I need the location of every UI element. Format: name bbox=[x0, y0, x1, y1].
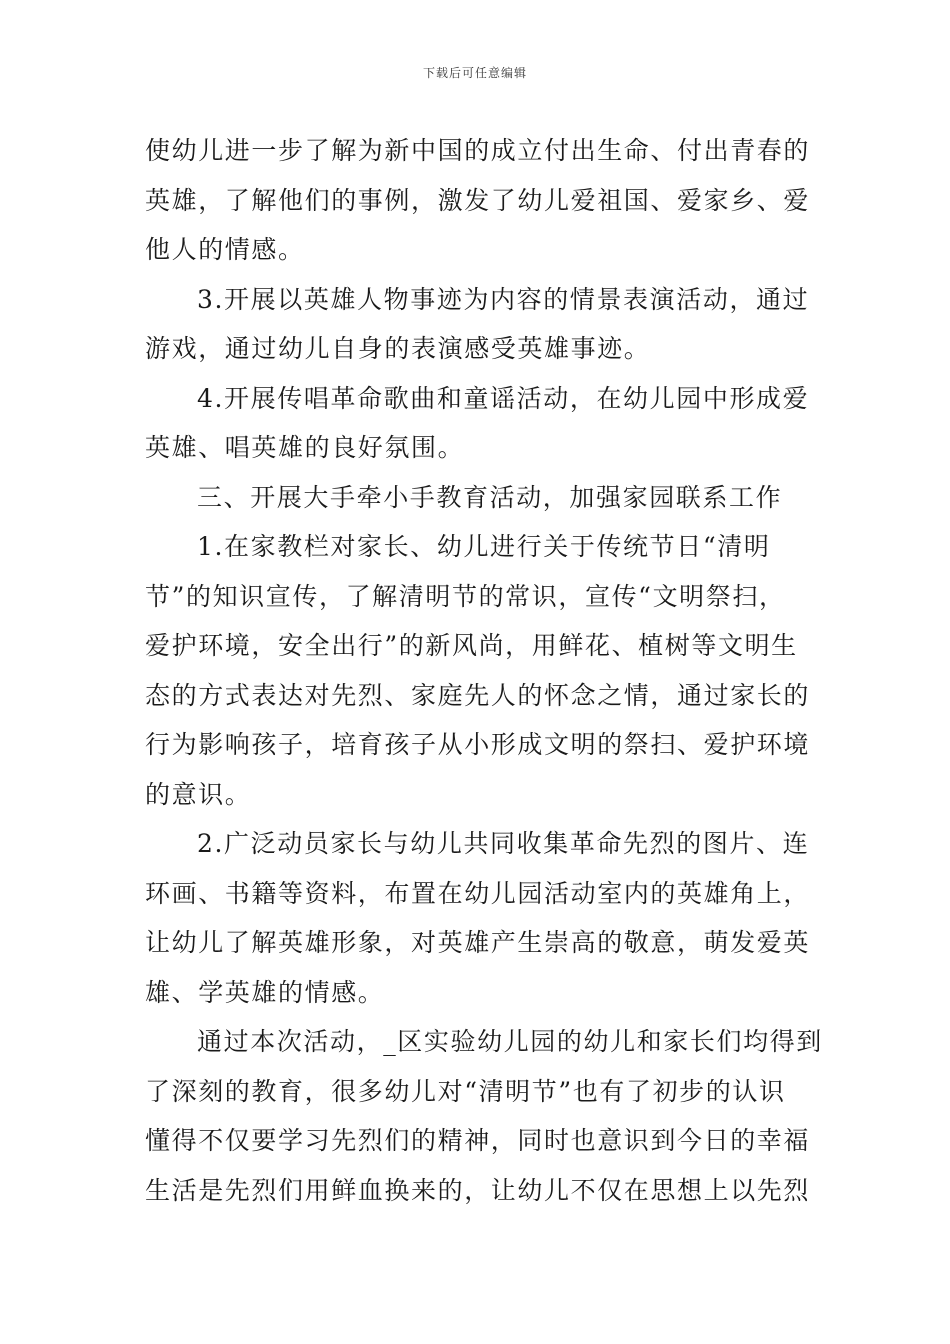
text-line: 节”的知识宣传，了解清明节的常识，宣传“文明祭扫， bbox=[145, 581, 786, 611]
text-line: 懂得不仅要学习先烈们的精神，同时也意识到今日的幸福 bbox=[145, 1126, 811, 1155]
text-line: 4.开展传唱革命歌曲和童谣活动，在幼儿园中形成爱 bbox=[197, 383, 810, 413]
text-line: 使幼儿进一步了解为新中国的成立付出生命、付出青春的 bbox=[145, 136, 811, 165]
text-line: 行为影响孩子，培育孩子从小形成文明的祭扫、爱护环境 bbox=[145, 730, 811, 759]
text-line: 了深刻的教育，很多幼儿对“清明节”也有了初步的认识 bbox=[145, 1076, 786, 1106]
text-line: 爱护环境，安全出行”的新风尚，用鲜花、植树等文明生 bbox=[145, 631, 798, 660]
text-line: 1.在家教栏对家长、幼儿进行关于传统节日“清明 bbox=[197, 532, 771, 561]
text-line: 通过本次活动，_区实验幼儿园的幼儿和家长们均得到 bbox=[197, 1027, 823, 1056]
text-line: 英雄，了解他们的事例，激发了幼儿爱祖国、爱家乡、爱 bbox=[145, 185, 811, 215]
page-header: 下载后可任意编辑 bbox=[422, 66, 527, 80]
document-body bbox=[145, 126, 823, 1215]
text-line: 环画、书籍等资料，布置在幼儿园活动室内的英雄角上， bbox=[145, 878, 811, 908]
text-line: 雄、学英雄的情感。 bbox=[145, 977, 385, 1007]
section-heading: 三、开展大手牵小手教育活动，加强家园联系工作 bbox=[197, 482, 783, 512]
text-line: 让幼儿了解英雄形象，对英雄产生崇高的敬意，萌发爱英 bbox=[145, 928, 811, 957]
text-line: 2.广泛动员家长与幼儿共同收集革命先烈的图片、连 bbox=[197, 829, 810, 858]
text-line: 游戏，通过幼儿自身的表演感受英雄事迹。 bbox=[145, 334, 651, 363]
text-line: 英雄、唱英雄的良好氛围。 bbox=[145, 433, 465, 462]
text-line: 他人的情感。 bbox=[145, 235, 305, 264]
text-line: 的意识。 bbox=[145, 779, 252, 809]
text-line: 态的方式表达对先烈、家庭先人的怀念之情，通过家长的 bbox=[145, 680, 811, 710]
text-line: 3.开展以英雄人物事迹为内容的情景表演活动，通过 bbox=[197, 284, 810, 314]
text-line: 生活是先烈们用鲜血换来的，让幼儿不仅在思想上以先烈 bbox=[145, 1175, 811, 1205]
